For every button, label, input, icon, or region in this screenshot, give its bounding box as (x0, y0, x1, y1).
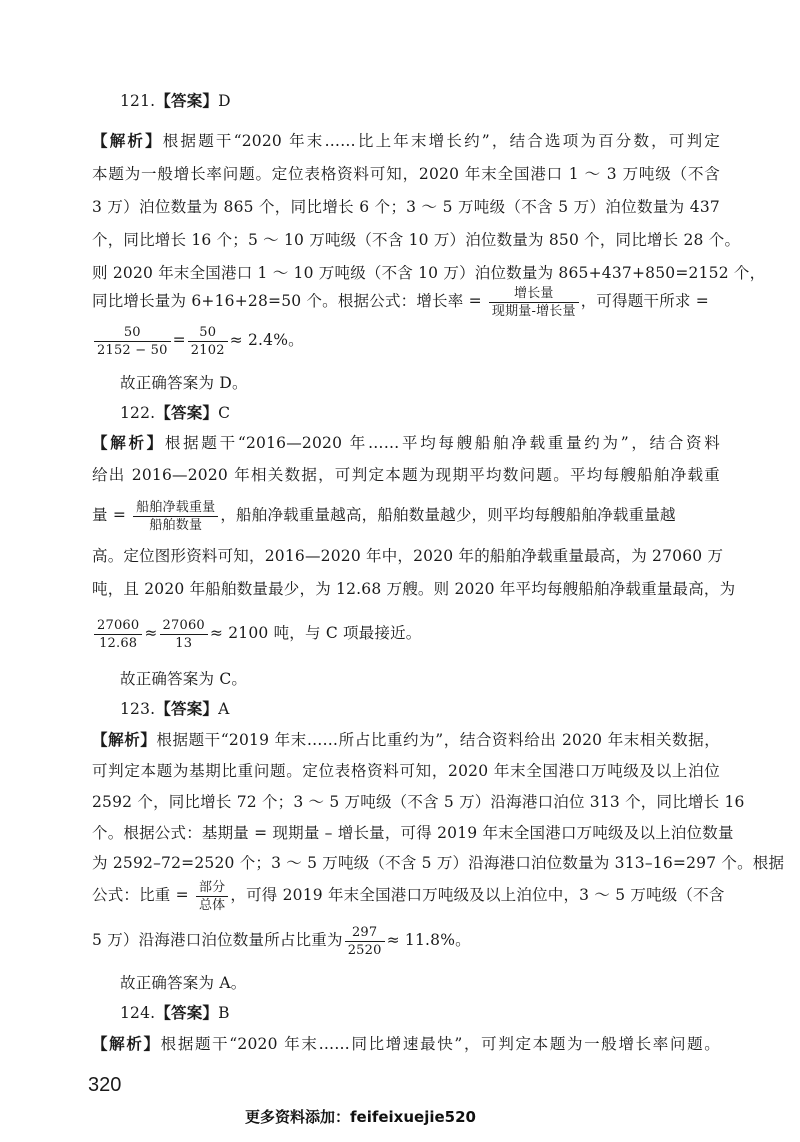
analysis-line: 3 万）泊位数量为 865 个，同比增长 6 个；3 ～ 5 万吨级（不含 5 万）泊位数量为 437 (92, 198, 720, 216)
answer-letter: D (218, 92, 231, 110)
answer-heading-122 (120, 402, 748, 424)
analysis-line: 吨，且 2020 年船舶数量最少，为 12.68 万艘。则 2020 年平均每艘船舶净载重量最高，为 (92, 580, 736, 598)
analysis-line: 为 2592–72=2520 个；3 ～ 5 万吨级（不含 5 万）沿海港口泊位数量为 313–16=297 个。根据 (92, 854, 785, 872)
fraction-denominator: 2152 − 50 (97, 342, 168, 358)
analysis-line (92, 130, 720, 152)
fraction-denominator: 总体 (198, 897, 226, 913)
fraction-numerator: 27060 (94, 618, 142, 635)
fraction (94, 325, 171, 358)
answer-heading-124 (120, 1002, 748, 1024)
fraction-denominator: 2102 (190, 342, 225, 358)
analysis-text: 根据题干“2020 年末……同比增速最快”，可判定本题为一般增长率问题。 (160, 1035, 720, 1053)
analysis-text: ，可得 2019 年末全国港口万吨级及以上泊位中，3 ～ 5 万吨级（不含 (230, 886, 725, 904)
result-text: ≈ 2.4%。 (229, 331, 304, 349)
fraction-numerator: 27060 (160, 618, 208, 635)
analysis-text: 根据题干“2019 年末……所占比重约为”，结合资料给出 2020 年末相关数据， (156, 731, 720, 749)
fraction-numerator: 部分 (196, 880, 228, 897)
answer-heading-123 (120, 698, 748, 720)
analysis-line (92, 1033, 720, 1055)
fraction-numerator: 50 (94, 325, 171, 342)
formula-line (92, 615, 720, 651)
fraction-numerator: 增长量 (489, 286, 579, 303)
analysis-line-formula (92, 876, 725, 914)
approx-sign: ≈ (144, 624, 158, 642)
fraction-numerator: 50 (188, 325, 228, 342)
fraction (94, 618, 142, 651)
analysis-text: 同比增长量为 6+16+28=50 个。根据公式：增长率 = (92, 292, 482, 310)
analysis-line: 则 2020 年末全国港口 1 ～ 10 万吨级（不含 10 万）泊位数量为 865+437+850=2152 个， (92, 264, 766, 282)
growth-rate-fraction (489, 286, 579, 319)
analysis-tag: 【解析】 (92, 131, 163, 150)
analysis-text: 5 万）沿海港口泊位数量所占比重为 (92, 931, 343, 949)
answer-tag: 【答案】 (155, 91, 219, 110)
analysis-text: 量 = (92, 506, 127, 524)
answer-tag: 【答案】 (155, 1003, 219, 1022)
analysis-line-formula (92, 922, 720, 958)
analysis-tag: 【解析】 (92, 730, 157, 749)
fraction-numerator: 297 (345, 925, 385, 942)
result-text: ≈ 11.8%。 (386, 931, 471, 949)
result-text: ≈ 2100 吨，与 C 项最接近。 (209, 624, 422, 642)
conclusion: 故正确答案为 D。 (120, 374, 248, 392)
conclusion: 故正确答案为 C。 (120, 670, 248, 688)
answer-heading-121 (120, 90, 748, 112)
analysis-tag: 【解析】 (92, 1034, 161, 1053)
proportion-fraction (196, 880, 228, 913)
question-number: 121. (120, 92, 156, 110)
fraction-denominator: 12.68 (99, 635, 138, 651)
average-fraction (133, 500, 218, 533)
analysis-text: 根据题干“2016—2020 年……平均每艘船舶净载重量约为”，结合资料 (164, 434, 720, 452)
analysis-line-formula (92, 284, 720, 319)
analysis-line (92, 729, 720, 751)
analysis-text: ，船舶净载重量越高，船舶数量越少，则平均每艘船舶净载重量越 (220, 506, 676, 524)
analysis-line: 个，同比增长 16 个；5 ～ 10 万吨级（不含 10 万）泊位数量为 850 个，同比增长 28 个。 (92, 231, 741, 249)
answer-tag: 【答案】 (155, 699, 219, 718)
analysis-line (92, 432, 720, 454)
fraction-denominator: 13 (175, 635, 193, 651)
analysis-line: 可判定本题为基期比重问题。定位表格资料可知，2020 年末全国港口万吨级及以上泊位 (92, 762, 720, 780)
fraction-denominator: 船舶数量 (149, 517, 203, 533)
page-number: 320 (88, 1074, 122, 1096)
answer-tag: 【答案】 (155, 403, 219, 422)
equals-sign: = (172, 331, 186, 349)
analysis-line: 2592 个，同比增长 72 个；3 ～ 5 万吨级（不含 5 万）沿海港口泊位 313 个，同比增长 16 (92, 793, 745, 811)
analysis-line: 本题为一般增长率问题。定位表格资料可知，2020 年末全国港口 1 ～ 3 万吨级（不含 (92, 165, 720, 183)
fraction (188, 325, 228, 358)
fraction (345, 925, 385, 958)
footer-note: 更多资料添加：feifeixuejie520 (245, 1108, 476, 1126)
fraction-numerator: 船舶净载重量 (133, 500, 218, 517)
analysis-tag: 【解析】 (92, 433, 165, 452)
analysis-text: ，可得题干所求 = (580, 292, 709, 310)
analysis-line: 个。根据公式：基期量 = 现期量 – 增长量，可得 2019 年末全国港口万吨级及以上泊位数量 (92, 824, 734, 842)
analysis-line: 给出 2016—2020 年相关数据，可判定本题为现期平均数问题。平均每艘船舶净载重 (92, 466, 720, 484)
conclusion: 故正确答案为 A。 (120, 974, 247, 992)
analysis-text: 根据题干“2020 年末……比上年末增长约”，结合选项为百分数，可判定 (162, 132, 720, 150)
fraction-denominator: 现期量-增长量 (491, 303, 576, 319)
formula-line (92, 323, 720, 358)
question-number: 122. (120, 404, 156, 422)
answer-letter: C (218, 404, 231, 422)
answer-letter: A (218, 700, 230, 718)
question-number: 124. (120, 1004, 156, 1022)
analysis-text: 公式：比重 = (92, 886, 189, 904)
fraction-denominator: 2520 (347, 942, 382, 958)
analysis-line: 高。定位图形资料可知，2016—2020 年中，2020 年的船舶净载重量最高，为 27060 万 (92, 547, 724, 565)
analysis-line-formula (92, 497, 720, 533)
question-number: 123. (120, 700, 156, 718)
answer-letter: B (218, 1004, 230, 1022)
fraction (160, 618, 208, 651)
